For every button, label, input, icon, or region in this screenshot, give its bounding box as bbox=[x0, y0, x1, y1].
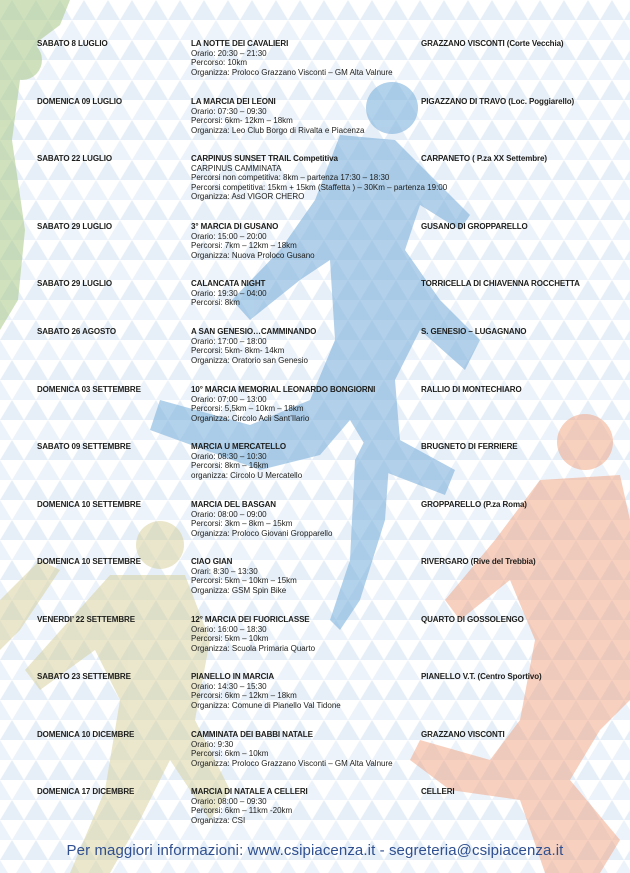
event-info bbox=[191, 500, 421, 538]
event-date: SABATO 22 LUGLIO bbox=[37, 154, 113, 163]
event-detail: Percorsi non competitiva: 8km – partenza 17:30 – 18:30 bbox=[191, 173, 390, 183]
event-detail: Orario: 20:30 – 21:30 bbox=[191, 48, 267, 58]
event-detail: Organizza: Proloco Grazzano Visconti – GM Alta Valnure bbox=[191, 758, 393, 768]
event-detail: Percorsi competitiva: 15km + 15km (Staffetta ) – 30Km – partenza 19:00 bbox=[191, 182, 448, 192]
event-place: GRAZZANO VISCONTI (Corte Vecchia) bbox=[421, 39, 564, 48]
event-info bbox=[191, 385, 421, 423]
event-detail: Organizza: Nuova Proloco Gusano bbox=[191, 250, 315, 260]
event-detail: Organizza: Asd VIGOR CHERO bbox=[191, 192, 305, 202]
footer-contact-info: Per maggiori informazioni: www.csipiacenza.it - segreteria@csipiacenza.it bbox=[66, 842, 564, 859]
event-date: DOMENICA 09 LUGLIO bbox=[37, 97, 123, 106]
event-date: DOMENICA 10 DICEMBRE bbox=[37, 730, 135, 739]
event-detail: Percorsi: 6km- 12km – 18km bbox=[191, 116, 293, 126]
event-place: RALLIO DI MONTECHIARO bbox=[421, 385, 522, 394]
event-title: MARCIA U MERCATELLO bbox=[191, 442, 286, 451]
event-info bbox=[191, 327, 421, 365]
event-title: CARPINUS SUNSET TRAIL Competitiva bbox=[191, 154, 338, 163]
event-date: DOMENICA 10 SETTEMBRE bbox=[37, 557, 141, 566]
event-detail: Orario: 08:30 – 10:30 bbox=[191, 451, 267, 461]
event-title: CALANCATA NIGHT bbox=[191, 279, 266, 288]
event-place: RIVERGARO (Rive del Trebbia) bbox=[421, 557, 536, 566]
event-detail: Orario: 9:30 bbox=[191, 739, 234, 749]
event-detail: CARPINUS CAMMINATA bbox=[191, 163, 282, 173]
event-detail: Orari: 8:30 – 13:30 bbox=[191, 566, 258, 576]
event-info bbox=[191, 787, 421, 825]
event-date: DOMENICA 03 SETTEMBRE bbox=[37, 385, 141, 394]
event-title: CAMMINATA DEI BABBI NATALE bbox=[191, 730, 313, 739]
event-date: SABATO 23 SETTEMBRE bbox=[37, 672, 131, 681]
event-detail: Orario: 19:30 – 04:00 bbox=[191, 288, 267, 298]
event-date: DOMENICA 17 DICEMBRE bbox=[37, 787, 135, 796]
event-date: VENERDI’ 22 SETTEMBRE bbox=[37, 615, 135, 624]
event-place: CELLERI bbox=[421, 787, 455, 796]
event-detail: Organizza: GSM Spin Bike bbox=[191, 585, 287, 595]
event-detail: Orario: 08:00 – 09:00 bbox=[191, 509, 267, 519]
event-info bbox=[191, 557, 421, 595]
event-title: MARCIA DI NATALE A CELLERI bbox=[191, 787, 308, 796]
event-date: DOMENICA 10 SETTEMBRE bbox=[37, 500, 141, 509]
event-info bbox=[191, 222, 421, 260]
event-detail: Orario: 07:00 – 13:00 bbox=[191, 394, 267, 404]
event-place: PIANELLO V.T. (Centro Sportivo) bbox=[421, 672, 542, 681]
event-detail: Percorsi: 5km – 10km – 15km bbox=[191, 576, 297, 586]
event-info bbox=[191, 615, 421, 653]
event-detail: Orario: 07:30 – 09:30 bbox=[191, 106, 267, 116]
event-title: PIANELLO IN MARCIA bbox=[191, 672, 275, 681]
event-title: A SAN GENESIO…CAMMINANDO bbox=[191, 327, 317, 336]
event-detail: Orario: 15:00 – 20:00 bbox=[191, 231, 267, 241]
event-info bbox=[191, 279, 421, 308]
event-detail: Organizza: Oratorio san Genesio bbox=[191, 355, 308, 365]
event-place: PIGAZZANO DI TRAVO (Loc. Poggiarello) bbox=[421, 97, 575, 106]
event-info bbox=[191, 730, 421, 768]
event-detail: Organizza: Circolo Acli Sant’Ilario bbox=[191, 413, 310, 423]
event-detail: Orario: 16:00 – 18:30 bbox=[191, 624, 267, 634]
event-detail: Organizza: Comune di Pianello Val Tidone bbox=[191, 700, 341, 710]
event-detail: Organizza: Scuola Primaria Quarto bbox=[191, 643, 316, 653]
event-date: SABATO 09 SETTEMBRE bbox=[37, 442, 131, 451]
event-info bbox=[191, 39, 421, 77]
event-detail: Percorso: 10km bbox=[191, 58, 248, 68]
event-place: CARPANETO ( P.za XX Settembre) bbox=[421, 154, 547, 163]
event-info bbox=[191, 97, 421, 135]
event-detail: Orario: 14:30 – 15:30 bbox=[191, 681, 267, 691]
event-date: SABATO 26 AGOSTO bbox=[37, 327, 117, 336]
event-detail: Organizza: Leo Club Borgo di Rivalta e Piacenza bbox=[191, 125, 365, 135]
event-detail: Organizza: Proloco Grazzano Visconti – GM Alta Valnure bbox=[191, 67, 393, 77]
event-title: 12° MARCIA DEI FUORICLASSE bbox=[191, 615, 310, 624]
event-place: GROPPARELLO (P.za Roma) bbox=[421, 500, 527, 509]
event-title: MARCIA DEL BASGAN bbox=[191, 500, 276, 509]
event-title: 3° MARCIA DI GUSANO bbox=[191, 222, 279, 231]
event-detail: Organizza: Proloco Giovani Gropparello bbox=[191, 528, 333, 538]
event-detail: Percorsi: 5,5km – 10km – 18km bbox=[191, 404, 304, 414]
event-title: 10° MARCIA MEMORIAL LEONARDO BONGIORNI bbox=[191, 385, 376, 394]
event-detail: Organizza: CSI bbox=[191, 815, 246, 825]
event-info bbox=[191, 154, 448, 202]
event-detail: Orario: 08:00 – 09:30 bbox=[191, 796, 267, 806]
event-place: GUSANO DI GROPPARELLO bbox=[421, 222, 528, 231]
event-detail: Percorsi: 6km – 11km -20km bbox=[191, 806, 293, 816]
event-place: BRUGNETO DI FERRIERE bbox=[421, 442, 518, 451]
event-title: CIAO GIAN bbox=[191, 557, 233, 566]
event-info bbox=[191, 442, 421, 480]
event-detail: organizza: Circolo U Mercatello bbox=[191, 470, 303, 480]
event-detail: Percorsi: 6km – 10km bbox=[191, 749, 269, 759]
event-detail: Percorsi: 8km bbox=[191, 298, 240, 308]
event-detail: Percorsi: 7km – 12km – 18km bbox=[191, 241, 297, 251]
event-detail: Percorsi: 3km – 8km – 15km bbox=[191, 519, 293, 529]
event-detail: Percorsi: 5km – 10km bbox=[191, 634, 269, 644]
event-detail: Percorsi: 6km – 12km – 18km bbox=[191, 691, 297, 701]
event-date: SABATO 29 LUGLIO bbox=[37, 279, 113, 288]
event-info bbox=[191, 672, 421, 710]
event-place: S. GENESIO – LUGAGNANO bbox=[421, 327, 527, 336]
event-date: SABATO 8 LUGLIO bbox=[37, 39, 108, 48]
event-detail: Orario: 17:00 – 18:00 bbox=[191, 336, 267, 346]
event-detail: Percorsi: 8km – 16km bbox=[191, 461, 269, 471]
event-detail: Percorsi: 5km- 8km- 14km bbox=[191, 346, 285, 356]
event-title: LA NOTTE DEI CAVALIERI bbox=[191, 39, 289, 48]
event-place: GRAZZANO VISCONTI bbox=[421, 730, 505, 739]
event-title: LA MARCIA DEI LEONI bbox=[191, 97, 276, 106]
event-place: TORRICELLA DI CHIAVENNA ROCCHETTA bbox=[421, 279, 580, 288]
event-place: QUARTO DI GOSSOLENGO bbox=[421, 615, 524, 624]
event-date: SABATO 29 LUGLIO bbox=[37, 222, 113, 231]
